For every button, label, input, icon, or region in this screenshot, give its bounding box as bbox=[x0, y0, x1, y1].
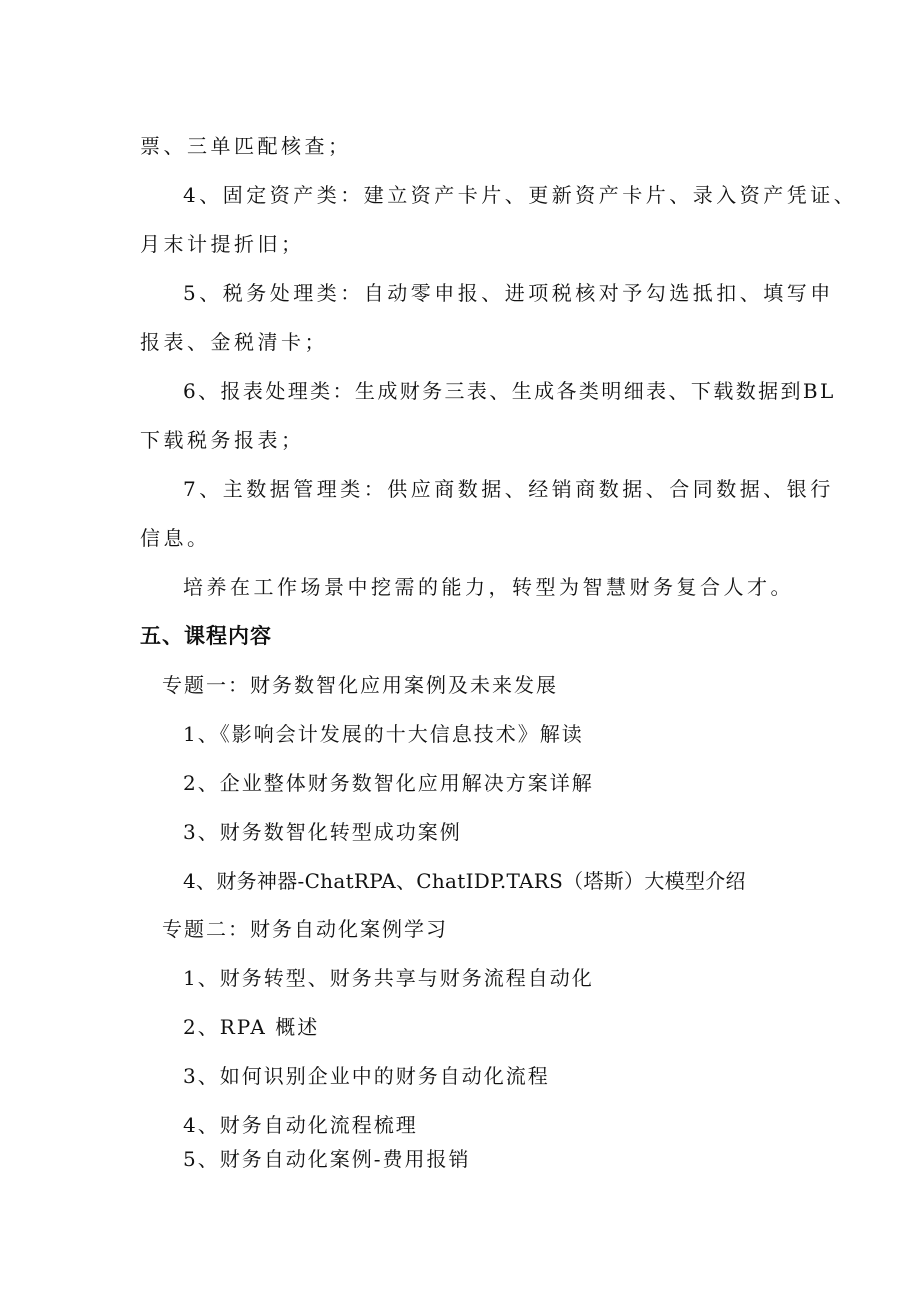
body-line-8: 7、主数据管理类：供应商数据、经销商数据、合同数据、银行 bbox=[183, 477, 834, 501]
body-line-10: 培养在工作场景中挖需的能力，转型为智慧财务复合人才。 bbox=[183, 575, 794, 599]
topic-one-item-4: 4、财务神器-ChatRPA、ChatIDP.TARS（塔斯）大模型介绍 bbox=[183, 869, 746, 893]
body-line-9: 信息。 bbox=[140, 526, 211, 550]
body-line-5: 报表、金税清卡； bbox=[140, 330, 328, 354]
body-line-6: 6、报表处理类：生成财务三表、生成各类明细表、下载数据到BL bbox=[183, 379, 836, 403]
body-line-7: 下载税务报表； bbox=[140, 428, 305, 452]
body-line-2: 4、固定资产类：建立资产卡片、更新资产卡片、录入资产凭证、 bbox=[183, 183, 858, 207]
body-line-3: 月末计提折旧； bbox=[140, 232, 305, 256]
topic-one-item-2: 2、企业整体财务数智化应用解决方案详解 bbox=[183, 771, 594, 795]
topic-one-item-3: 3、财务数智化转型成功案例 bbox=[183, 820, 462, 844]
topic-two-item-5: 5、财务自动化案例-费用报销 bbox=[183, 1147, 471, 1171]
section-heading: 五、课程内容 bbox=[140, 624, 272, 648]
topic-one-title: 专题一：财务数智化应用案例及未来发展 bbox=[162, 673, 558, 697]
topic-one-item-1: 1、《影响会计发展的十大信息技术》解读 bbox=[183, 722, 584, 746]
body-line-1: 票、三单匹配核查； bbox=[140, 134, 352, 158]
topic-two-item-1: 1、财务转型、财务共享与财务流程自动化 bbox=[183, 966, 594, 990]
topic-two-item-2: 2、RPA 概述 bbox=[183, 1015, 320, 1039]
topic-two-title: 专题二：财务自动化案例学习 bbox=[162, 917, 448, 941]
topic-two-item-3: 3、如何识别企业中的财务自动化流程 bbox=[183, 1064, 550, 1088]
body-line-4: 5、税务处理类：自动零申报、进项税核对予勾选抵扣、填写申 bbox=[183, 281, 834, 305]
topic-two-item-4: 4、财务自动化流程梳理 bbox=[183, 1113, 418, 1137]
